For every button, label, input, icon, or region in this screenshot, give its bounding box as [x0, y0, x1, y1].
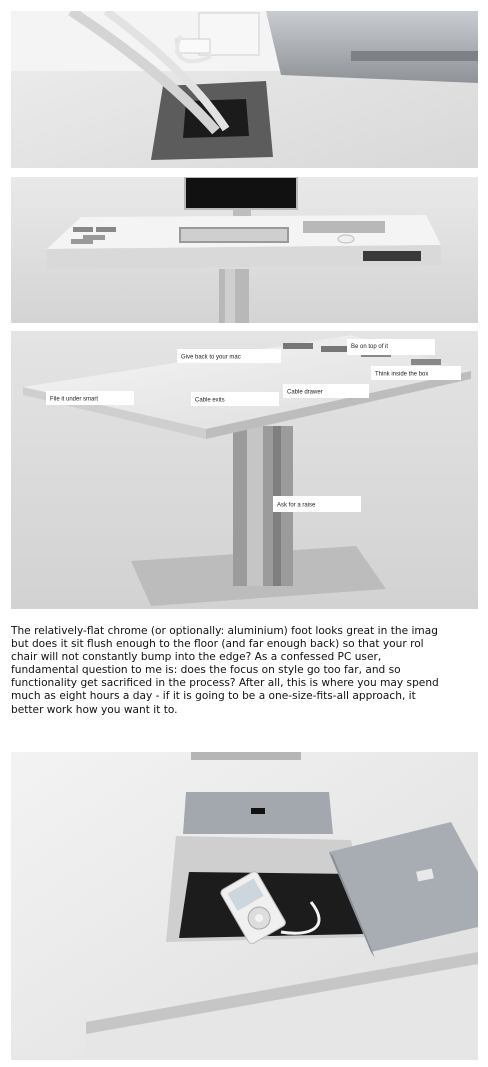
callout-think-inside [371, 366, 461, 380]
paragraph-line: but does it sit flush enough to the floor (and far enough back) so that your rol [11, 638, 424, 651]
paragraph-line: much as eight hours a day - if it is going to be a one-size-fits-all approach, it [11, 690, 416, 703]
photo-drawer-ipod [11, 752, 478, 1060]
photo-cable-grommet [11, 11, 478, 168]
paragraph-line: better work how you want it to. [11, 703, 178, 716]
photo-desk-overview [11, 177, 478, 323]
callout-cable-drawer [283, 384, 369, 398]
paragraph-line: fundamental question to me is: does the focus on style go too far, and so [11, 664, 401, 677]
callout-give-back [177, 349, 281, 363]
callout-be-on-top [347, 339, 435, 355]
callout-cable-exits [191, 392, 279, 406]
svg-text:File it under smart: File it under smart [50, 396, 99, 403]
paragraph-line: chair will not constantly bump into the edge? As a confessed PC user, [11, 651, 382, 664]
svg-text:Give back to your mac: Give back to your mac [181, 354, 241, 361]
paragraph-line: The relatively-flat chrome (or optionally: aluminium) foot looks great in the imag [11, 625, 438, 637]
svg-text:Cable exits: Cable exits [195, 397, 225, 404]
svg-text:Cable drawer: Cable drawer [287, 389, 323, 396]
photo-annotated-desk [11, 331, 478, 609]
svg-text:Ask for a raise: Ask for a raise [277, 502, 316, 509]
callout-file-it [46, 391, 134, 405]
callout-ask-raise [273, 496, 361, 512]
svg-text:Think inside the box: Think inside the box [375, 371, 429, 378]
article-paragraph [11, 625, 488, 745]
svg-text:Be on top of it: Be on top of it [351, 344, 389, 350]
paragraph-line: functionality get sacrificed in the process? After all, this is where you may spend [11, 677, 439, 690]
